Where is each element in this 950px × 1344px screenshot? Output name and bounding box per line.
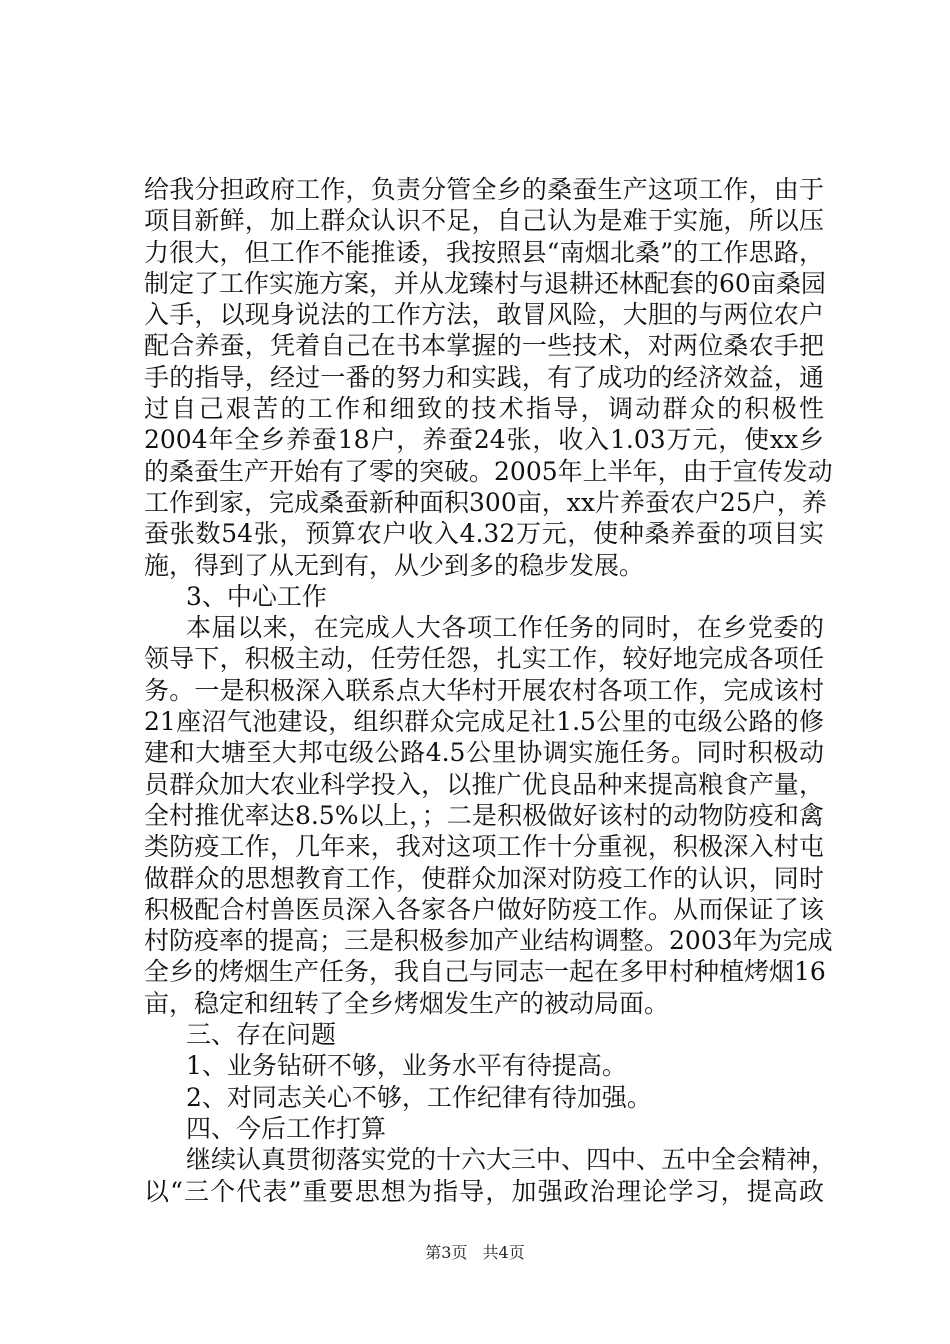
text-line: 蚕张数54张，预算农户收入4.32万元，使种桑养蚕的项目实 xyxy=(144,519,824,549)
text-line: 亩，稳定和纽转了全乡烤烟发生产的被动局面。 xyxy=(144,988,670,1018)
text-line: 村防疫率的提高；三是积极参加产业结构调整。2003年为完成 xyxy=(144,926,833,956)
text-line: 建和大塘至大邦屯级公路4.5公里协调实施任务。同时积极动 xyxy=(144,738,824,768)
text-line: 配合养蚕，凭着自己在书本掌握的一些技术，对两位桑农手把 xyxy=(144,331,824,361)
text-line: 以“三个代表”重要思想为指导，加强政治理论学习，提高政 xyxy=(144,1176,824,1206)
text-line: 积极配合村兽医员深入各家各户做好防疫工作。从而保证了该 xyxy=(144,894,824,924)
page-footer xyxy=(0,1240,950,1263)
text-line: 项目新鲜，加上群众认识不足，自己认为是难于实施，所以压 xyxy=(144,206,824,236)
text-line: 做群众的思想教育工作，使群众加深对防疫工作的认识，同时 xyxy=(144,863,824,893)
text-line: 务。一是积极深入联系点大华村开展农村各项工作，完成该村 xyxy=(144,675,824,705)
text-line: 2004年全乡养蚕18户，养蚕24张，收入1.03万元，使xx乡 xyxy=(144,425,824,455)
text-line: 施，得到了从无到有，从少到多的稳步发展。 xyxy=(144,550,645,580)
page-total: 共4页 xyxy=(482,1243,525,1262)
list-item: 2、对同志关心不够，工作纪律有待加强。 xyxy=(186,1082,652,1112)
text-line: 全乡的烤烟生产任务，我自己与同志一起在多甲村种植烤烟16 xyxy=(144,957,826,987)
text-line: 领导下，积极主动，任劳任怨，扎实工作，较好地完成各项任 xyxy=(144,644,824,674)
section-heading: 四、今后工作打算 xyxy=(186,1113,387,1143)
text-line: 的桑蚕生产开始有了零的突破。2005年上半年，由于宣传发动 xyxy=(144,456,833,486)
text-line: 全村推优率达8.5%以上，；二是积极做好该村的动物防疫和禽 xyxy=(144,800,824,830)
text-line: 员群众加大农业科学投入，以推广优良品种来提高粮食产量， xyxy=(144,769,824,799)
text-line: 工作到家，完成桑蚕新种面积300亩，xx片养蚕农户25户，养 xyxy=(144,487,827,517)
text-line: 入手，以现身说法的工作方法，敢冒风险，大胆的与两位农户 xyxy=(144,300,824,330)
text-line: 类防疫工作，几年来，我对这项工作十分重视，积极深入村屯 xyxy=(144,832,824,862)
text-line: 制定了工作实施方案，并从龙臻村与退耕还林配套的60亩桑园 xyxy=(144,268,826,298)
list-item: 1、业务钻研不够，业务水平有待提高。 xyxy=(186,1051,627,1081)
text-line: 继续认真贯彻落实党的十六大三中、四中、五中全会精神， xyxy=(186,1145,837,1175)
text-line: 本届以来，在完成人大各项工作任务的同时，在乡党委的 xyxy=(186,613,824,643)
page-number: 第3页 xyxy=(425,1243,468,1262)
text-line: 过自己艰苦的工作和细致的技术指导，调动群众的积极性 xyxy=(144,394,824,424)
text-line: 21座沼气池建设，组织群众完成足社1.5公里的屯级公路的修 xyxy=(144,707,824,737)
text-line: 手的指导，经过一番的努力和实践，有了成功的经济效益，通 xyxy=(144,362,824,392)
document-body xyxy=(144,174,837,1207)
text-line: 给我分担政府工作，负责分管全乡的桑蚕生产这项工作，由于 xyxy=(144,175,824,204)
text-line: 力很大，但工作不能推诿，我按照县“南烟北桑”的工作思路， xyxy=(144,237,824,267)
section-heading: 3、中心工作 xyxy=(186,581,327,611)
section-heading: 三、存在问题 xyxy=(186,1020,337,1050)
